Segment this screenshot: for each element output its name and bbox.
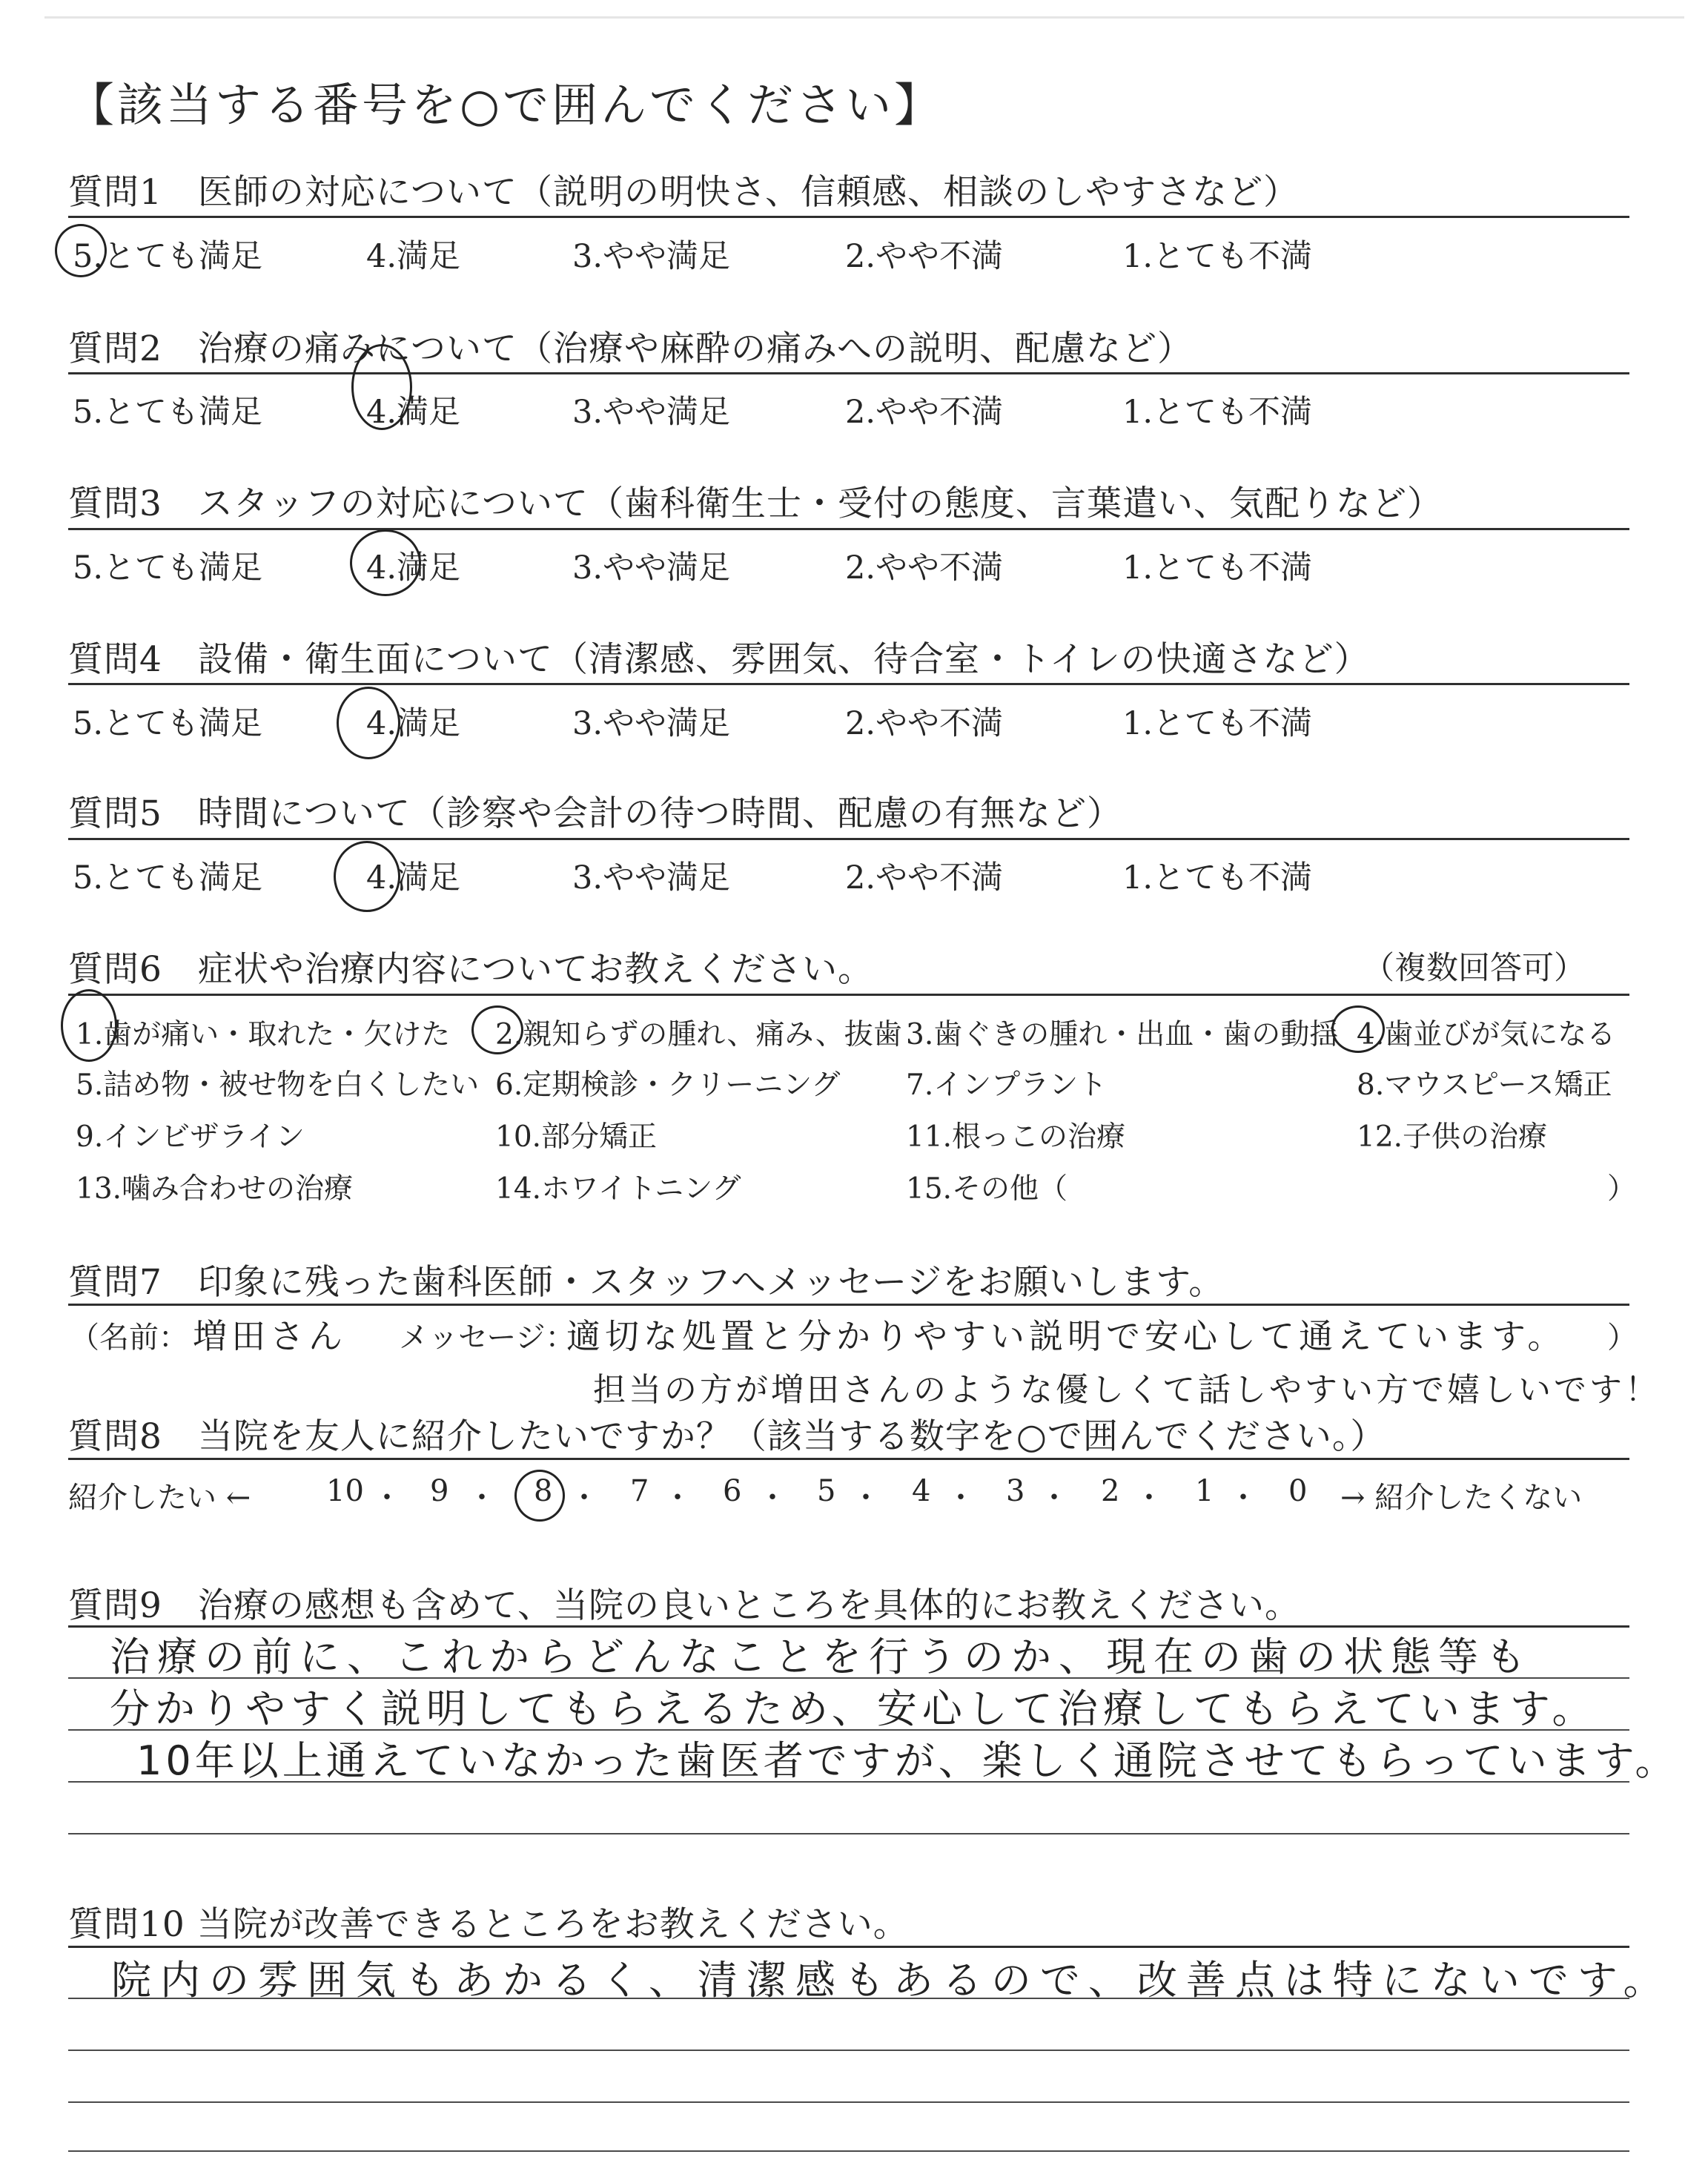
q8-scale-separator: ・ [851, 1481, 881, 1515]
q3-option-1[interactable]: 1.とても不満 [1122, 549, 1313, 587]
q8-scale-value-1[interactable]: 1 [1195, 1474, 1214, 1508]
q3-rule [68, 528, 1629, 530]
q10-rule-5 [68, 2150, 1629, 2152]
q8-scale-value-3[interactable]: 3 [1006, 1474, 1025, 1508]
q2-option-3[interactable]: 3.やや満足 [572, 394, 731, 431]
q9-answer-line-1: 治療の前に、これからどんなことを行うのか、現在の歯の状態等も [110, 1634, 1533, 1680]
q8-scale-separator: ・ [467, 1481, 497, 1515]
q8-scale-value-4[interactable]: 4 [912, 1474, 931, 1508]
q8-scale-separator: ・ [758, 1481, 787, 1515]
q6-option-2[interactable]: 2.親知らずの腫れ、痛み、抜歯 [495, 1018, 902, 1051]
q7-rule [68, 1304, 1629, 1306]
q5-title: 質問5 時間について（診察や会計の待つ時間、配慮の有無など） [68, 793, 1122, 834]
q5-option-3[interactable]: 3.やや満足 [572, 859, 731, 896]
q8-scale-separator: ・ [569, 1481, 599, 1515]
q3-option-5[interactable]: 5.とても満足 [73, 549, 263, 587]
q6-option-15[interactable]: 15.その他（ [906, 1172, 1068, 1206]
q6-option-14[interactable]: 14.ホワイトニング [495, 1172, 741, 1206]
q8-scale-value-7[interactable]: 7 [630, 1474, 649, 1508]
q6-option-3[interactable]: 3.歯ぐきの腫れ・出血・歯の動揺 [906, 1018, 1339, 1051]
q6-title: 質問6 症状や治療内容についてお教えください。 [68, 949, 873, 990]
q2-option-1[interactable]: 1.とても不満 [1122, 394, 1313, 431]
q2-option-4[interactable]: 4.満足 [366, 394, 461, 431]
q8-scale-value-0[interactable]: 0 [1288, 1474, 1308, 1508]
q1-option-5[interactable]: 5.とても満足 [73, 238, 263, 275]
q8-scale-separator: ・ [372, 1481, 402, 1515]
q4-option-3[interactable]: 3.やや満足 [572, 705, 731, 742]
q2-option-5[interactable]: 5.とても満足 [73, 394, 263, 431]
q10-title: 質問10 当院が改善できるところをお教えください。 [68, 1904, 909, 1945]
q8-rule [68, 1458, 1629, 1460]
q1-option-2[interactable]: 2.やや不満 [845, 238, 1004, 275]
q9-rule-5 [68, 1833, 1629, 1834]
q6-option-7[interactable]: 7.インプラント [906, 1069, 1108, 1102]
q8-scale-value-5[interactable]: 5 [817, 1474, 836, 1508]
q8-title: 質問8 当院を友人に紹介したいですか？（該当する数字を○で囲んでください。） [68, 1416, 1386, 1457]
q8-scale-value-2[interactable]: 2 [1101, 1474, 1120, 1508]
q7-message-line2: 担当の方が増田さんのような優しくて話しやすい方で嬉しいです！ [593, 1371, 1661, 1409]
q8-scale-value-9[interactable]: 9 [430, 1474, 449, 1508]
top-border [44, 16, 1684, 19]
q2-rule [68, 372, 1629, 374]
q1-option-1[interactable]: 1.とても不満 [1122, 238, 1313, 275]
q5-option-4[interactable]: 4.満足 [366, 859, 461, 896]
q6-option-8[interactable]: 8.マウスピース矯正 [1357, 1069, 1612, 1102]
q2-option-2[interactable]: 2.やや不満 [845, 394, 1004, 431]
q6-option-5[interactable]: 5.詰め物・被せ物を白くしたい [76, 1069, 480, 1102]
q6-option-9[interactable]: 9.インビザライン [76, 1120, 305, 1154]
q6-option-11[interactable]: 11.根っこの治療 [906, 1120, 1126, 1154]
q9-answer-line-3: 10年以上通えていなかった歯医者ですが、楽しく通院させてもらっています。 [136, 1737, 1679, 1784]
q6-option-10[interactable]: 10.部分矯正 [495, 1120, 658, 1154]
q6-option-4[interactable]: 4.歯並びが気になる [1357, 1018, 1616, 1051]
q8-scale-separator: ・ [1228, 1481, 1258, 1515]
q8-left-label: 紹介したい ← [68, 1481, 251, 1515]
q6-option-15-close: ） [1607, 1172, 1637, 1206]
q1-rule [68, 216, 1629, 218]
q7-message-label: メッセージ： [399, 1321, 575, 1355]
q3-option-2[interactable]: 2.やや不満 [845, 549, 1004, 587]
q4-title: 質問4 設備・衛生面について（清潔感、雰囲気、待合室・トイレの快適さなど） [68, 639, 1370, 680]
q7-title: 質問7 印象に残った歯科医師・スタッフへメッセージをお願いします。 [68, 1262, 1225, 1303]
q4-option-4[interactable]: 4.満足 [366, 705, 461, 742]
q3-option-4[interactable]: 4.満足 [366, 549, 461, 587]
q6-option-13[interactable]: 13.噛み合わせの治療 [76, 1172, 354, 1206]
q5-option-2[interactable]: 2.やや不満 [845, 859, 1004, 896]
q8-scale-separator: ・ [663, 1481, 692, 1515]
q8-scale-value-8[interactable]: 8 [534, 1474, 553, 1508]
q3-option-3[interactable]: 3.やや満足 [572, 549, 731, 587]
q7-close-paren: ） [1607, 1321, 1637, 1355]
q4-option-2[interactable]: 2.やや不満 [845, 705, 1004, 742]
q6-multiple-note: （複数回答可） [1363, 950, 1586, 987]
q1-title: 質問1 医師の対応について（説明の明快さ、信頼感、相談のしやすさなど） [68, 172, 1300, 213]
q3-title: 質問3 スタッフの対応について（歯科衛生士・受付の態度、言葉遣い、気配りなど） [68, 483, 1443, 524]
q6-option-1[interactable]: 1.歯が痛い・取れた・欠けた [76, 1018, 451, 1051]
q8-scale-value-10[interactable]: 10 [326, 1474, 364, 1508]
q5-option-1[interactable]: 1.とても不満 [1122, 859, 1313, 896]
q8-scale-value-6[interactable]: 6 [723, 1474, 742, 1508]
q7-name-label: （名前： [70, 1321, 188, 1355]
q10-rule-4 [68, 2101, 1629, 2103]
q5-rule [68, 838, 1629, 840]
q1-option-3[interactable]: 3.やや満足 [572, 238, 731, 275]
q10-rule-3 [68, 2050, 1629, 2051]
q7-message-line1: 適切な処置と分かりやすい説明で安心して通えています。 [566, 1316, 1566, 1356]
q1-option-4[interactable]: 4.満足 [366, 238, 461, 275]
q4-rule [68, 683, 1629, 685]
q6-rule [68, 994, 1629, 996]
q2-title: 質問2 治療の痛みについて（治療や麻酔の痛みへの説明、配慮など） [68, 328, 1194, 369]
q4-option-1[interactable]: 1.とても不満 [1122, 705, 1313, 742]
q4-option-5[interactable]: 5.とても満足 [73, 705, 263, 742]
q10-answer-line-1: 院内の雰囲気もあかるく、清潔感もあるので、改善点は特にないです。 [111, 1957, 1672, 2004]
q8-scale-separator: ・ [1134, 1481, 1164, 1515]
q8-right-label: → 紹介したくない [1340, 1481, 1583, 1515]
q5-option-5[interactable]: 5.とても満足 [73, 859, 263, 896]
q9-title: 質問9 治療の感想も含めて、当院の良いところを具体的にお教えください。 [68, 1585, 1300, 1626]
q8-scale-separator: ・ [1039, 1481, 1069, 1515]
page-header: 【該当する番号を○で囲んでください】 [68, 78, 944, 132]
q7-name-value: 増田さん [193, 1316, 347, 1356]
q6-option-12[interactable]: 12.子供の治療 [1357, 1120, 1548, 1154]
q10-rule-1 [68, 1946, 1629, 1948]
q8-scale-separator: ・ [946, 1481, 976, 1515]
q9-answer-line-2: 分かりやすく説明してもらえるため、安心して治療してもらえています。 [110, 1685, 1598, 1732]
q6-option-6[interactable]: 6.定期検診・クリーニング [495, 1069, 841, 1102]
